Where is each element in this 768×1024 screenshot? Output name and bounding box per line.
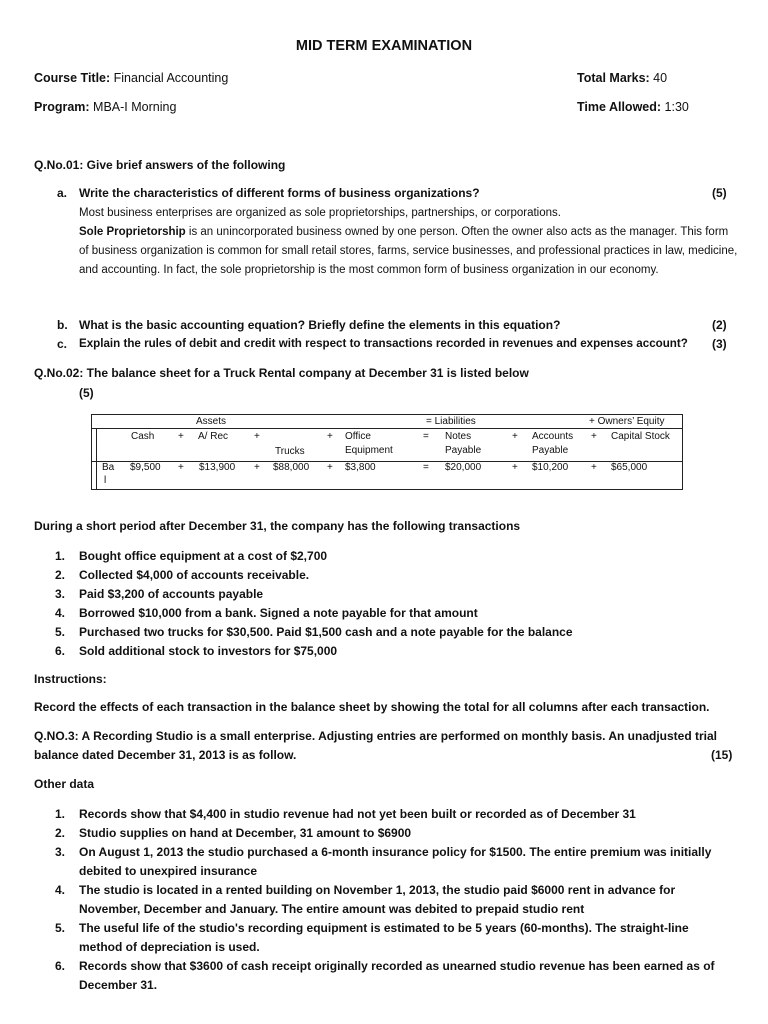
assets-header: Assets: [196, 416, 227, 427]
instructions-label: Instructions:: [34, 672, 107, 686]
list-item: 1. Bought office equipment at a cost of $2,700: [55, 549, 328, 563]
course-title: [34, 71, 228, 85]
list-item: 2. Studio supplies on hand at December, 31 amount to $6900: [55, 826, 412, 840]
answer-bold: Sole Proprietorship: [79, 226, 186, 238]
header-rule: [92, 428, 682, 429]
list-item: 5. The useful life of the studio's recording equipment is estimated to be 5 years (60-months). The straight-line method of depreciation is used.: [55, 921, 689, 954]
q1a-answer: [79, 204, 739, 280]
answer-line-1: Most business enterprises are organized as sole proprietorships, partnerships, or corporations.: [79, 207, 561, 219]
list-item: 3. Paid $3,200 of accounts payable: [55, 587, 264, 601]
q2-heading: Q.No.02: The balance sheet for a Truck Rental company at December 31 is listed below: [34, 366, 529, 380]
time-value: 1:30: [661, 100, 689, 114]
answer-paragraph: [79, 223, 739, 280]
course-value: Financial Accounting: [110, 71, 229, 85]
plus-v2: +: [254, 462, 260, 473]
total-marks: [577, 71, 667, 85]
plus-v3: +: [327, 462, 333, 473]
val-office: $3,800: [345, 462, 376, 473]
marks-label: Total Marks:: [577, 71, 650, 85]
plus-3: +: [327, 431, 333, 442]
col-accounts-2: Payable: [532, 445, 569, 456]
q1b-marks: (2): [712, 318, 727, 332]
list-item: 5. Purchased two trucks for $30,500. Paid $1,500 cash and a note payable for the balance: [55, 625, 573, 639]
val-accounts: $10,200: [532, 462, 569, 473]
col-ar: A/ Rec: [198, 431, 229, 442]
marks-value: 40: [649, 71, 668, 85]
q1b-letter: b.: [57, 318, 68, 332]
other-data-label: Other data: [34, 777, 95, 791]
program-value: MBA-I Morning: [89, 100, 177, 114]
q3-heading-2: balance dated December 31, 2013 is as follow.: [34, 748, 297, 762]
q1a-letter: a.: [57, 186, 68, 200]
col-trucks: Trucks: [275, 446, 305, 457]
transactions-list: [34, 547, 734, 661]
col-capital: Capital Stock: [611, 431, 670, 442]
time-label: Time Allowed:: [577, 100, 662, 114]
q1a-text: Write the characteristics of different forms of business organizations?: [79, 186, 480, 200]
col-cash: Cash: [131, 431, 155, 442]
list-item: 4. Borrowed $10,000 from a bank. Signed a note payable for that amount: [55, 606, 478, 620]
col-notes-2: Payable: [445, 445, 482, 456]
plus-4: +: [512, 431, 518, 442]
q1a-marks: (5): [712, 186, 727, 200]
plus-v1: +: [178, 462, 184, 473]
program: [34, 100, 176, 114]
col-office-2: Equipment: [345, 445, 393, 456]
liabilities-header: = Liabilities: [426, 416, 476, 427]
answer-rest: is an unincorporated business owned by one person. Often the owner also acts as the manager. This form of business organization is common for small retail stores, farms, service businesses, and professional practices in law, medicine, and accounting. In fact, the sole proprietorship is the most common form of business organization in our economy.: [79, 226, 738, 276]
plus-1: +: [178, 431, 184, 442]
list-item: 6. Sold additional stock to investors for $75,000: [55, 644, 338, 658]
col-office-1: Office: [345, 431, 371, 442]
label-col-rule: [96, 429, 97, 489]
program-label: Program:: [34, 100, 90, 114]
list-item: 4. The studio is located in a rented building on November 1, 2013, the studio paid $6000 rent in advance for November, December and January. The entire amount was debited to prepaid studio rent: [55, 883, 676, 916]
q3-marks: (15): [711, 748, 733, 762]
col-notes-1: Notes: [445, 431, 472, 442]
q1c-text: Explain the rules of debit and credit with respect to transactions recorded in revenues and expenses account?: [79, 337, 688, 350]
list-item: 3. On August 1, 2013 the studio purchased a 6-month insurance policy for $1500. The entire premium was initially debited to unexpired insurance: [55, 845, 712, 878]
q1c-marks: (3): [712, 337, 727, 351]
time-allowed: [577, 100, 689, 114]
other-data-list: [34, 805, 724, 995]
equity-header: + Owners’ Equity: [589, 416, 665, 427]
course-label: Course Title:: [34, 71, 111, 85]
eq-v1: =: [423, 462, 429, 473]
q2-marks: (5): [79, 386, 94, 400]
col-accounts-1: Accounts: [532, 431, 574, 442]
plus-v4: +: [512, 462, 518, 473]
bal-label-1: Ba: [102, 462, 115, 473]
plus-v5: +: [591, 462, 597, 473]
plus-2: +: [254, 431, 260, 442]
q3-heading-1: Q.NO.3: A Recording Studio is a small enterprise. Adjusting entries are performed on monthly basis. An unadjusted trial: [34, 729, 718, 743]
q1-heading: Q.No.01: Give brief answers of the following: [34, 158, 286, 172]
list-item: 6. Records show that $3600 of cash receipt originally recorded as unearned studio revenue has been earned as of December 31.: [55, 959, 715, 992]
q1c-letter: c.: [57, 337, 68, 351]
val-cash: $9,500: [130, 462, 161, 473]
list-item: 2. Collected $4,000 of accounts receivable.: [55, 568, 310, 582]
val-capital: $65,000: [611, 462, 648, 473]
instructions-text: Record the effects of each transaction in the balance sheet by showing the total for all columns after each transaction.: [34, 700, 710, 714]
plus-5: +: [591, 431, 597, 442]
balance-sheet-table: [91, 414, 683, 490]
bal-label-2: l: [104, 475, 107, 486]
list-item: 1. Records show that $4,400 in studio revenue had not yet been built or recorded as of December 31: [55, 807, 636, 821]
val-trucks: $88,000: [273, 462, 310, 473]
eq-1: =: [423, 431, 429, 442]
page-title: MID TERM EXAMINATION: [295, 38, 473, 54]
val-ar: $13,900: [199, 462, 236, 473]
val-notes: $20,000: [445, 462, 482, 473]
q2-intro: During a short period after December 31, the company has the following transactions: [34, 519, 521, 533]
q1b-text: What is the basic accounting equation? Briefly define the elements in this equation?: [79, 318, 561, 332]
